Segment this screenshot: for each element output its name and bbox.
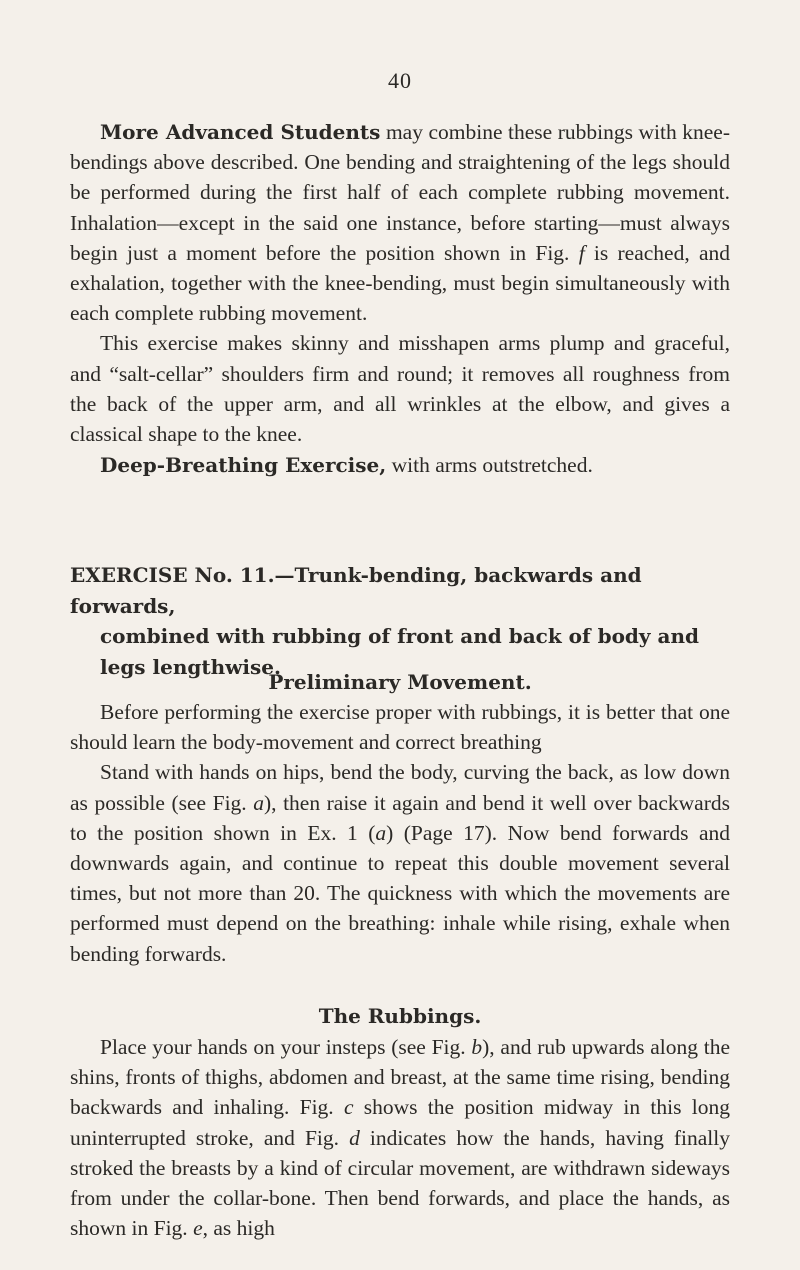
- fig-reference: b: [471, 1035, 483, 1059]
- intro-lead: More Advanced Students: [100, 120, 381, 144]
- preliminary-text-c: ) (Page 17). Now bend forwards and downwards again, and continue to repeat this double movement several times, but not more than 20. The quickness with which the movements are performed must depend on the breathing: inhale while rising, exhale when bending forwards.: [70, 820, 731, 966]
- rubbings-paragraph: [70, 1032, 730, 1243]
- preliminary-paragraph-1: Before performing the exercise proper with rubbings, it is better that one should learn the body-movement and correct breathing: [70, 700, 730, 755]
- exercise-title-line2: combined with rubbing of front and back of body and legs lengthwise.: [100, 624, 699, 679]
- deep-breathing-line: [70, 450, 730, 480]
- fig-reference: e: [193, 1216, 203, 1241]
- fig-reference: a: [253, 790, 264, 815]
- intro-text: may combine these rubbings with knee-bendings above described. One bending and straightening of the legs should be performed during the first half of each complete rubbing movement. Inhalation—except in the said one instance, before starting—must always begin just a moment before the position shown in Fig.: [70, 120, 730, 265]
- rubbings-text-1: Place your hands on your insteps (see Fig.: [100, 1035, 472, 1059]
- fig-reference: f: [578, 240, 585, 265]
- exercise-title-line1: EXERCISE No. 11.—Trunk-bending, backwards and forwards,: [70, 563, 642, 618]
- page-number: 40: [388, 68, 412, 93]
- fig-reference: d: [349, 1125, 360, 1150]
- rubbings-text-5: , as high: [202, 1216, 275, 1241]
- preliminary-paragraph-2: [70, 757, 730, 968]
- preliminary-heading: Preliminary Movement.: [268, 670, 532, 694]
- fig-reference: c: [343, 1095, 354, 1120]
- preliminary-text-b: ), then raise it again and bend it well over backwards to the position shown in Ex. 1 (: [70, 790, 730, 845]
- rubbings-heading: The Rubbings.: [318, 1004, 482, 1028]
- rubbings-section: [70, 1032, 730, 1243]
- rubbings-text-3: shows the position midway in this long uninterrupted stroke, and Fig.: [70, 1095, 730, 1150]
- deep-breathing-lead: Deep-Breathing Exercise,: [100, 453, 387, 477]
- fig-reference: a: [375, 820, 387, 845]
- preliminary-text-a: Stand with hands on hips, bend the body, curving the back, as low down as possible (see Fig.: [70, 760, 730, 815]
- rubbings-text-4: indicates how the hands, having finally stroked the breasts by a kind of circular movement, are withdrawn sideways from under the collar-bone. Then bend forwards, and place the hands, as shown in Fig.: [70, 1125, 731, 1241]
- intro-paragraph: [70, 117, 730, 449]
- effects-paragraph: This exercise makes skinny and misshapen arms plump and graceful, and “salt-cellar” shoulders firm and round; it removes all roughness from the back of the upper arm, and all wrinkles at the elbow, and gives a classical shape to the knee.: [70, 331, 730, 447]
- exercise-heading: [70, 560, 730, 682]
- intro-text-2: is reached, and exhalation, together with the knee-bending, must begin simultaneously with each complete rubbing movement.: [70, 240, 730, 326]
- preliminary-section: [70, 697, 730, 969]
- deep-breathing-text: with arms outstretched.: [386, 453, 593, 477]
- rubbings-text-2: ), and rub upwards along the shins, fronts of thighs, abdomen and breast, at the same time rising, bending backwards and inhaling. Fig.: [70, 1035, 730, 1120]
